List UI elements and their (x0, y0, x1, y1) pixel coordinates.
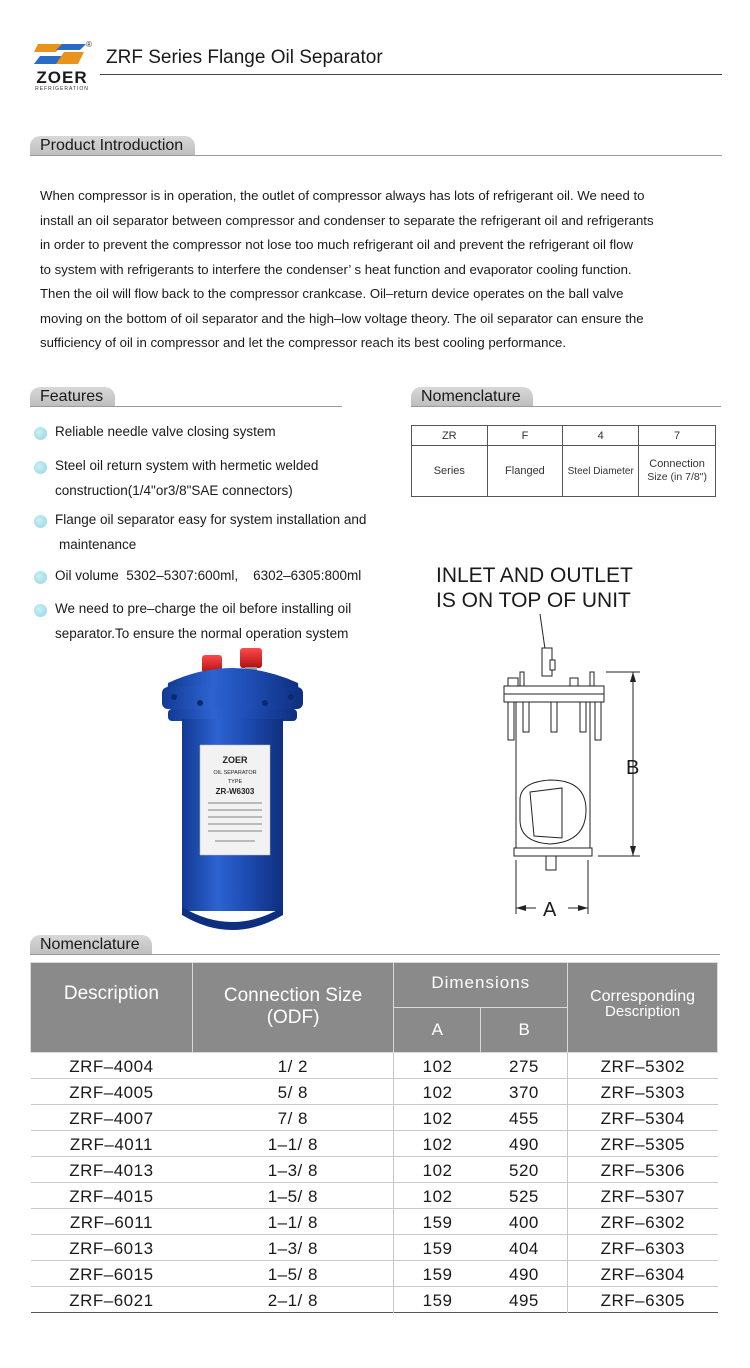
cell-corresponding: ZRF–5304 (600, 1108, 685, 1128)
cell-dimension-b: 275 (481, 1053, 568, 1079)
table-row (31, 1261, 718, 1287)
table-row (31, 1105, 718, 1131)
oil-separator-product-image (160, 645, 305, 935)
cell-description: ZRF–4004 (69, 1056, 154, 1076)
meaning-cell: Steel Diameter (563, 446, 639, 497)
bullet-icon (34, 461, 47, 474)
section-divider (30, 954, 720, 955)
cell-connection-size: 1–5/ 8 (192, 1183, 394, 1209)
diagram-note-line2: IS ON TOP OF UNIT (436, 589, 631, 612)
meaning-line: Connection (649, 458, 705, 470)
section-tab-product-introduction: Product Introduction (30, 136, 195, 156)
table-header-row (31, 963, 718, 1008)
dimension-a-label: A (543, 899, 557, 921)
label-line1: OIL SEPARATOR (213, 770, 257, 776)
product-introduction-text (40, 184, 740, 356)
cell-dimension-b: 525 (481, 1183, 568, 1209)
code-cell: 7 (639, 426, 716, 446)
cell-description: ZRF–6021 (69, 1290, 154, 1310)
cell-dimension-a: 102 (422, 1056, 453, 1076)
section-tab-nomenclature-table: Nomenclature (30, 935, 152, 955)
cell-corresponding: ZRF–5303 (600, 1082, 685, 1102)
cell-dimension-a: 102 (422, 1108, 453, 1128)
code-row (412, 426, 716, 446)
feature-text: construction(1/4"or3/8"SAE connectors) (55, 483, 293, 498)
intro-line: sufficiency of oil in compressor and let the compressor reach its best cooling performance. (40, 335, 567, 350)
page-title: ZRF Series Flange Oil Separator (106, 47, 383, 68)
header-connection-size (192, 963, 394, 1053)
cell-description: ZRF–4011 (69, 1134, 153, 1154)
intro-line: moving on the bottom of oil separator and the high–low voltage theory. The oil separator can ensure the (40, 310, 644, 326)
intro-line: to system with refrigerants to interfere the condenser’ s heat function and evaporator cooling function. (40, 261, 632, 277)
meaning-cell: Series (412, 446, 488, 497)
cell-dimension-b: 490 (481, 1131, 568, 1157)
cell-connection-size: 1–3/ 8 (192, 1157, 394, 1183)
cell-connection-size: 5/ 8 (192, 1079, 394, 1105)
header-corresponding-line2: Description (605, 1003, 681, 1020)
header-connection-line1: Connection Size (223, 985, 363, 1006)
header-b: B (481, 1008, 568, 1053)
diagram-note-line1: INLET AND OUTLET (436, 564, 633, 587)
cell-dimension-a: 159 (422, 1212, 453, 1232)
registered-mark: ® (86, 40, 92, 49)
table-body (31, 1053, 718, 1313)
feature-text: maintenance (59, 537, 137, 552)
meaning-cell (639, 446, 716, 497)
feature-text: We need to pre–charge the oil before installing oil (55, 601, 352, 616)
dimension-b-label: B (626, 757, 640, 779)
code-cell: 4 (563, 426, 639, 446)
cell-corresponding: ZRF–6303 (600, 1238, 685, 1258)
cell-corresponding: ZRF–6304 (600, 1264, 685, 1284)
meaning-line: Size (in 7/8") (647, 471, 707, 483)
table-row (31, 1183, 718, 1209)
header-corresponding-line1: Corresponding (590, 988, 696, 1005)
section-divider (30, 155, 722, 156)
code-cell: F (487, 426, 563, 446)
intro-line: Then the oil will flow back to the compressor crankcase. Oil–return device operates on the ball valve (40, 286, 624, 301)
feature-text: Flange oil separator easy for system installation and (55, 512, 367, 527)
cell-corresponding: ZRF–6302 (600, 1212, 685, 1232)
cell-dimension-b: 400 (481, 1209, 568, 1235)
cell-dimension-a: 102 (422, 1186, 453, 1206)
cell-corresponding: ZRF–5305 (600, 1134, 685, 1154)
bullet-icon (34, 604, 47, 617)
header-corresponding (568, 963, 718, 1053)
cell-dimension-b: 520 (481, 1157, 568, 1183)
table-row (31, 1157, 718, 1183)
section-tab-nomenclature: Nomenclature (411, 387, 533, 407)
cell-connection-size: 1/ 2 (192, 1053, 394, 1079)
feature-text: separator.To ensure the normal operation system (55, 626, 349, 641)
header-a: A (394, 1008, 481, 1053)
bullet-icon (34, 515, 47, 528)
section-divider (30, 406, 342, 407)
cell-connection-size: 1–3/ 8 (192, 1235, 394, 1261)
header-connection-line2: (ODF) (266, 1007, 320, 1028)
title-divider (100, 74, 722, 75)
cell-dimension-a: 159 (422, 1264, 453, 1284)
cell-description: ZRF–4005 (69, 1082, 154, 1102)
cell-dimension-a: 102 (422, 1160, 453, 1180)
label-model: ZR-W6303 (215, 787, 255, 796)
cell-dimension-b: 455 (481, 1105, 568, 1131)
brand-name: ZOER (36, 68, 88, 87)
section-divider (411, 406, 721, 407)
cell-connection-size: 1–5/ 8 (192, 1261, 394, 1287)
cell-description: ZRF–6013 (69, 1238, 154, 1258)
table-row (31, 1131, 718, 1157)
intro-line: in order to prevent the compressor not lose too much refrigerant oil and prevent the refrigerant oil flow (40, 237, 634, 252)
cell-description: ZRF–4007 (69, 1108, 154, 1128)
cell-dimension-b: 404 (481, 1235, 568, 1261)
cell-dimension-b: 490 (481, 1261, 568, 1287)
cell-dimension-a: 102 (422, 1082, 453, 1102)
cell-connection-size: 1–1/ 8 (192, 1131, 394, 1157)
cell-description: ZRF–4015 (69, 1186, 154, 1206)
cell-dimension-a: 159 (422, 1238, 453, 1258)
feature-text: Steel oil return system with hermetic welded (55, 458, 319, 473)
specification-table (30, 962, 718, 1313)
cell-dimension-b: 495 (481, 1287, 568, 1313)
intro-line: When compressor is in operation, the outlet of compressor always has lots of refrigerant oil. We need to (40, 188, 645, 203)
table-row (31, 1053, 718, 1079)
cell-connection-size: 2–1/ 8 (192, 1287, 394, 1313)
cell-connection-size: 7/ 8 (192, 1105, 394, 1131)
cell-connection-size: 1–1/ 8 (192, 1209, 394, 1235)
cell-dimension-a: 102 (422, 1134, 453, 1154)
zoer-logo-icon (34, 42, 86, 66)
bullet-icon (34, 571, 47, 584)
cell-description: ZRF–4013 (69, 1160, 154, 1180)
section-tab-features: Features (30, 387, 115, 407)
feature-text: Oil volume 5302–5307:600ml, 6302–6305:800ml (55, 568, 362, 583)
cell-corresponding: ZRF–6305 (600, 1290, 685, 1310)
cell-description: ZRF–6011 (69, 1212, 153, 1232)
brand-subtitle: REFRIGERATION (35, 86, 89, 92)
bullet-icon (34, 427, 47, 440)
intro-line: install an oil separator between compressor and condenser to separate the refrigerant oil and refrigerants (40, 212, 654, 228)
cell-corresponding: ZRF–5302 (600, 1056, 685, 1076)
table-row (31, 1079, 718, 1105)
dimension-diagram (430, 560, 730, 930)
cell-description: ZRF–6015 (69, 1264, 154, 1284)
table-row (31, 1209, 718, 1235)
header-dimensions: Dimensions (394, 963, 568, 1008)
cell-dimension-b: 370 (481, 1079, 568, 1105)
nomenclature-code-table (411, 425, 716, 497)
label-brand: ZOER (222, 755, 248, 765)
feature-text: Reliable needle valve closing system (55, 424, 276, 439)
cell-corresponding: ZRF–5306 (600, 1160, 685, 1180)
cell-dimension-a: 159 (422, 1290, 453, 1310)
code-cell: ZR (412, 426, 488, 446)
zoer-logo (30, 40, 94, 94)
cell-corresponding: ZRF–5307 (600, 1186, 685, 1206)
table-row (31, 1235, 718, 1261)
meaning-cell: Flanged (487, 446, 563, 497)
meaning-row (412, 446, 716, 497)
table-row (31, 1287, 718, 1313)
header-description: Description (31, 963, 193, 1053)
label-line2: TYPE (227, 779, 243, 785)
